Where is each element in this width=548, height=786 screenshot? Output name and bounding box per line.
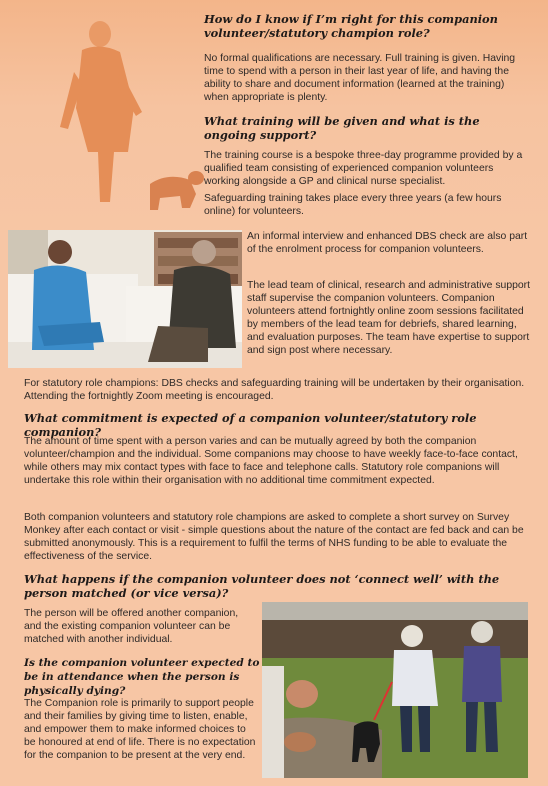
- text-dying: The Companion role is primarily to support people and their families by giving time to listen, enable, and empower them to make informed choices to be honoured at end of life. There is no expectation for the companion to be present at the very end.: [24, 698, 256, 761]
- text-dbs-check: An informal interview and enhanced DBS check are also part of the enrolment process for companion volunteers.: [247, 231, 528, 255]
- walker-silhouette-image: [30, 12, 220, 217]
- text-right-for-role: No formal qualifications are necessary. Full training is given. Having time to spend with a person in their last year of life, and having the ability to share and document information (learned at the training) when appropriate is plenty.: [204, 53, 516, 103]
- photo-garden-walk: [262, 602, 528, 778]
- heading-connect: What happens if the companion volunteer does not ‘connect well’ with the person matched (or vice versa)?: [24, 572, 500, 600]
- heading-right-for-role: How do I know if I’m right for this companion volunteer/statutory champion role?: [204, 12, 498, 40]
- text-commitment-time: The amount of time spent with a person varies and can be mutually agreed by both the companion volunteer/champion and the individual. Some companions may choose to have weekly face-to-face contact, while others may mix contact types with face to face and telephone calls. Statutory role companions will undertake this role within their organisation with no additional time commitment expected.: [24, 436, 518, 486]
- text-safeguarding: Safeguarding training takes place every three years (a few hours online) for volunteers.: [204, 193, 502, 217]
- heading-commitment: What commitment is expected of a companion volunteer/statutory role companion?: [24, 411, 477, 439]
- text-training-course: The training course is a bespoke three-day programme provided by a qualified team consisting of experienced companion volunteers working alongside a GP and clinical nurse specialist.: [204, 150, 523, 187]
- text-connect: The person will be offered another companion, and the existing companion volunteer can be matched with another individual.: [24, 608, 239, 645]
- photo-companion-conversation: [8, 230, 242, 368]
- text-statutory-champions: For statutory role champions: DBS checks and safeguarding training will be undertaken by their organisation. Attending the fortnightly Zoom meeting is encouraged.: [24, 378, 525, 402]
- text-lead-team: The lead team of clinical, research and administrative support staff supervise the companion volunteers. Companion volunteers attend fortnightly online zoom sessions facilitated by members of the lead team for debriefs, shared learning, and evaluation purposes. The team have expertise to support and sign post where necessary.: [247, 280, 530, 356]
- heading-training: What training will be given and what is the ongoing support?: [204, 114, 480, 142]
- heading-dying: Is the companion volunteer expected to be in attendance when the person is physically dying?: [24, 657, 260, 697]
- text-commitment-survey: Both companion volunteers and statutory role champions are asked to complete a short survey on Survey Monkey after each contact or visit - simple questions about the nature of the contact are fed back and can be submitted anonymously. This is a requirement to fulfil the terms of NHS funding to be able to evaluate the effectiveness of the service.: [24, 512, 524, 562]
